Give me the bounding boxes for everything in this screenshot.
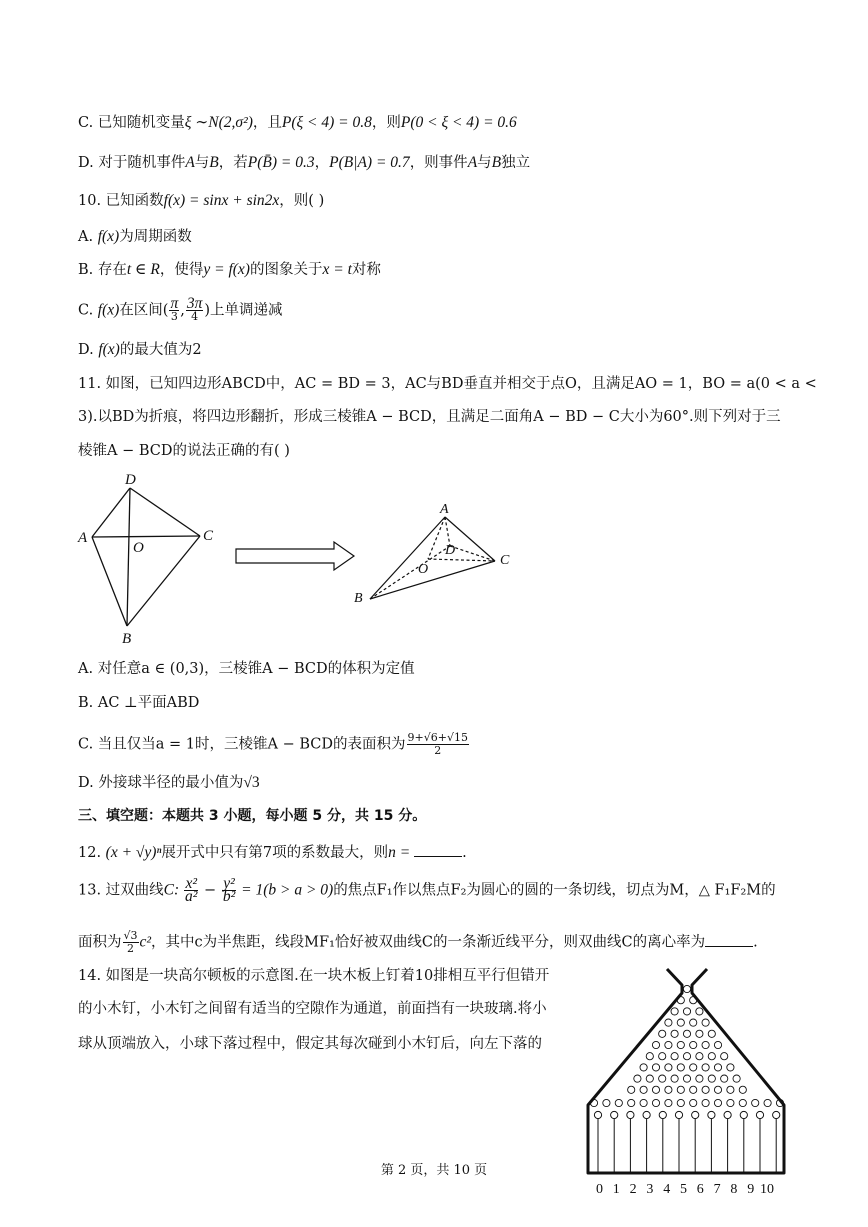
peg [594,1111,601,1118]
peg [683,1075,690,1082]
peg [628,1099,635,1106]
q12-text: 展开式中只有第7项的系数最大，则 [161,845,389,861]
peg [671,1053,678,1060]
fraction-denominator: 3 [170,310,178,323]
q14-line1: 14. 如图是一块高尔顿板的示意图.在一块木板上钉着10排相互平行但错开 [78,968,550,984]
peg [677,1099,684,1106]
label-c: C [500,553,510,568]
q11-line1: 11. 如图，已知四边形ABCD中，AC = BD = 3，AC与BD垂直并相交于点O，且满足AO = 1，BO = a(0 < a < [78,376,817,392]
option-9d-end1: ，则事件 [409,155,468,171]
q11-option-a: A. 对任意a ∈ (0,3)，三棱锥A − BCD的体积为定值 [78,661,415,677]
q13-minus: − [199,882,221,899]
fraction-denominator: b² [222,888,236,905]
peg [659,1053,666,1060]
edge-dc-hidden [450,546,495,561]
q10-c-fraction1 [169,295,179,323]
page-footer: 第 2 页，共 10 页 [380,1163,488,1178]
peg [643,1111,650,1118]
q10-stem-pre: 10. 已知函数 [78,193,164,209]
q11-quadrilateral-figure [75,468,225,646]
option-9d-yu: 与 [194,155,210,171]
peg [690,997,697,1004]
fraction-denominator: a² [185,888,198,905]
label-a: A [440,502,449,517]
peg [665,1064,672,1071]
q13-eq-rest: = 1(b > a > 0) [237,881,334,899]
q13-line1 [78,875,776,905]
q10-c-math: f(x) [97,301,120,319]
peg [690,1041,697,1048]
peg [702,1099,709,1106]
q10-c-fraction2 [186,295,204,323]
q10-option-c [78,295,283,323]
q12-n: n = [388,844,415,861]
peg [708,1053,715,1060]
q10-a-math: f(x) [97,228,120,245]
fraction-denominator: 2 [127,942,134,955]
peg [646,1053,653,1060]
peg [740,1111,747,1118]
peg [683,1008,690,1015]
slot-label: 2 [629,1182,637,1197]
peg [677,997,684,1004]
peg [727,1086,734,1093]
peg [696,1030,703,1037]
peg [659,1111,666,1118]
peg [652,1086,659,1093]
option-9d-label: D. 对于随机事件 [78,155,186,171]
edge-ab [92,537,127,626]
option-9d-sep: ， [314,155,330,171]
peg [696,1008,703,1015]
label-o: O [418,562,429,577]
option-9d-p2: P(B|A) = 0.7 [329,154,410,171]
q10-d-label: D. [78,342,99,358]
label-b: B [122,631,132,646]
edge-da [92,488,130,537]
fraction-numerator: y² [223,875,235,892]
q13-line2-post: ，其中c为半焦距，线段MF₁恰好被双曲线C的一条渐近线平分，则双曲线C的离心率为 [151,934,706,951]
edge-ab [370,517,445,599]
q10-option-d [78,340,202,360]
peg [708,1111,715,1118]
slot-label: 0 [596,1182,603,1197]
peg [727,1099,734,1106]
peg [764,1099,771,1106]
answer-blank[interactable] [705,932,753,947]
peg [690,1019,697,1026]
option-9d-b2: B [491,154,502,171]
q10-c-text1: 在区间( [119,302,169,319]
q11-c-text: C. 当且仅当a = 1时，三棱锥A − BCD的表面积为 [78,736,406,753]
peg [628,1086,635,1093]
slot-label: 1 [612,1182,620,1197]
peg [665,1099,672,1106]
q11-option-c [78,732,470,757]
q10-stem-post: ，则( ) [279,193,325,209]
q13-line2 [78,930,758,955]
option-9d-p1: P(B̄) = 0.3 [247,154,315,171]
q13-post: 的焦点F₁作以焦点F₂为圆心的圆的一条切线，切点为M，△ F₁F₂M的 [333,882,776,899]
peg [739,1086,746,1093]
option-9d [78,153,530,173]
label-o: O [133,540,144,556]
peg [671,1075,678,1082]
q13-area-c: c² [139,933,152,951]
peg [659,1075,666,1082]
peg [727,1064,734,1071]
peg [739,1099,746,1106]
label-d: D [445,543,456,558]
peg [708,1075,715,1082]
peg [683,1030,690,1037]
segment-oc-hidden [428,559,495,561]
peg [702,1086,709,1093]
q10-stem [78,191,324,211]
q10-b-text1: ，使得 [159,262,204,278]
q10-func: f(x) = sinx + sin2x [163,192,280,209]
q10-b-label: B. 存在 [78,262,127,278]
label-b: B [354,591,363,606]
option-9d-yu2: 与 [477,155,492,171]
segment-ao-hidden [428,517,445,559]
q10-option-b [78,260,381,280]
label-d: D [125,472,136,488]
slot-label: 5 [680,1182,687,1197]
peg [702,1064,709,1071]
peg [675,1111,682,1118]
right-arrow-icon [234,540,358,572]
option-9d-end2: 独立 [501,155,531,171]
slot-label: 9 [747,1182,755,1197]
option-9d-a: A [185,154,195,171]
peg [721,1075,728,1082]
q11-line3: 棱锥A − BCD的说法正确的有( ) [78,443,290,459]
q11-d-value: √3 [243,774,260,791]
option-9d-ruo: ，若 [218,155,248,171]
q10-c-label: C. [78,302,98,319]
peg [671,1008,678,1015]
option-9c-math3: P(0 < ξ < 4) = 0.6 [400,114,517,131]
peg [646,1075,653,1082]
peg [733,1075,740,1082]
option-9c-math1: ξ ∼N(2,σ²) [184,114,253,131]
peg [773,1111,780,1118]
q13-c-label: C: [163,881,184,899]
peg [665,1019,672,1026]
peg [708,1030,715,1037]
peg [696,1075,703,1082]
peg [634,1075,641,1082]
peg [652,1041,659,1048]
peg [677,1019,684,1026]
peg [611,1111,618,1118]
peg [683,985,690,992]
slot-label: 6 [696,1182,704,1197]
option-9c-label: C. 已知随机变量 [78,115,185,131]
slot-label: 8 [730,1182,738,1197]
option-9c [78,113,517,133]
q10-a-label: A. [78,229,98,245]
peg [615,1099,622,1106]
edge-bd-hidden [370,546,450,599]
q13-area-fraction [123,930,139,955]
peg [640,1064,647,1071]
peg [671,1030,678,1037]
peg [652,1099,659,1106]
peg [756,1111,763,1118]
q14-line2: 的小木钉，小木钉之间留有适当的空隙作为通道，前面挡有一块玻璃.将小 [78,1001,547,1017]
fraction-denominator: 4 [191,310,199,323]
q11-d-text: D. 外接球半径的最小值为 [78,775,244,791]
option-9d-a2: A [467,154,478,171]
q12-pre: 12. [78,845,106,861]
peg [665,1086,672,1093]
fraction-numerator: π [170,295,179,312]
q12-end: . [462,845,467,861]
fraction-denominator: 2 [434,744,442,757]
slot-label: 3 [646,1182,654,1197]
q13-end: . [753,934,758,951]
peg [724,1111,731,1118]
peg [714,1041,721,1048]
fraction-numerator: √3 [123,929,138,942]
peg [665,1041,672,1048]
diagonal-db [127,488,130,626]
q11-option-d [78,773,260,793]
label-a: A [78,530,88,546]
slot-label: 10 [760,1182,774,1197]
q13-line2-pre: 面积为 [78,934,122,951]
option-9c-text2: ，则 [371,115,401,131]
slot-label: 4 [663,1182,671,1197]
peg [683,1053,690,1060]
peg [702,1019,709,1026]
peg [721,1053,728,1060]
peg [714,1064,721,1071]
q13-fraction-y [222,875,236,905]
fraction-numerator: 9+√6+√15 [407,731,468,744]
section-3-title: 三、填空题：本题共 3 小题，每小题 5 分，共 15 分。 [78,808,427,824]
peg [692,1111,699,1118]
peg [640,1086,647,1093]
q10-a-text: 为周期函数 [119,229,192,245]
q12 [78,842,467,863]
peg [652,1064,659,1071]
q12-math: (x + √y)ⁿ [105,844,162,861]
fraction-numerator: 3π [186,295,203,312]
q11-option-b: B. AC ⊥平面ABD [78,695,200,711]
peg [677,1064,684,1071]
peg [690,1086,697,1093]
q10-b-text3: 对称 [351,262,381,278]
peg [752,1099,759,1106]
q11-tetrahedron-figure [350,495,520,610]
q10-d-math: f(x) [98,341,120,358]
q14-line3: 球从顶端放入，小球下落过程中，假定其每次碰到小木钉后，向左下落的 [78,1036,542,1052]
slot-label: 7 [713,1182,721,1197]
edge-dc [130,488,200,536]
q10-c-text2: )上单调递减 [204,302,283,319]
answer-blank[interactable] [414,842,462,857]
peg [659,1030,666,1037]
q10-d-text: 的最大值为2 [119,342,202,358]
q10-b-text2: 的图象关于 [249,262,323,278]
option-9d-b: B [209,154,219,171]
q13-pre: 13. 过双曲线 [78,882,164,899]
fraction-numerator: x² [185,875,198,892]
q10-b-math2: y = f(x) [203,261,250,278]
peg [603,1099,610,1106]
peg [714,1086,721,1093]
peg [714,1099,721,1106]
q11-c-fraction [407,732,469,757]
peg [690,1064,697,1071]
peg [690,1099,697,1106]
diagonal-ac [92,536,200,537]
peg [702,1041,709,1048]
q10-b-math3: x = t [322,261,352,278]
option-9c-text: ，且 [252,115,282,131]
peg [640,1099,647,1106]
peg [677,1086,684,1093]
board-outline [588,969,784,1173]
q10-c-comma: , [180,302,185,319]
option-9c-math2: P(ξ < 4) = 0.8 [281,114,372,131]
peg [627,1111,634,1118]
q11-line2: 3).以BD为折痕，将四边形翻折，形成三棱锥A − BCD，且满足二面角A − BD − C大小为60°.则下列对于三 [78,409,781,425]
edge-bc [370,561,495,599]
q13-fraction-x [184,875,198,905]
peg [696,1053,703,1060]
peg [677,1041,684,1048]
q10-option-a [78,227,192,247]
q10-b-math1: t ∈ R [126,261,160,278]
label-c: C [203,528,214,544]
